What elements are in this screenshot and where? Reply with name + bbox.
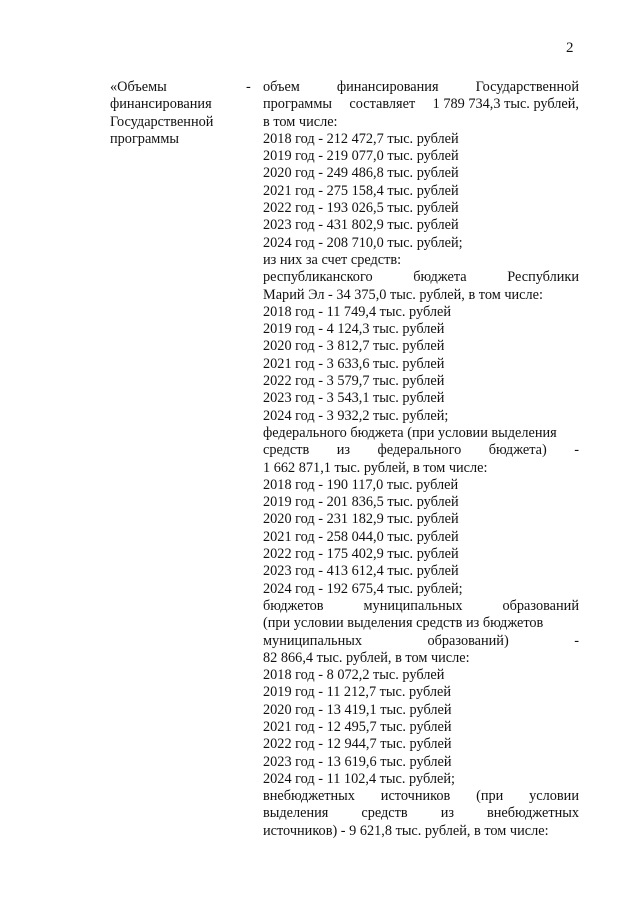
word: образований) xyxy=(427,632,509,649)
year-line: 2021 год - 3 633,6 тыс. рублей xyxy=(263,355,445,372)
text-line: из них за счет средств: xyxy=(263,251,402,268)
text-line xyxy=(263,788,579,805)
word: составляет xyxy=(349,96,416,113)
word: федерального xyxy=(377,442,462,459)
text-line: в том числе: xyxy=(263,113,338,130)
label-line: Государственной xyxy=(110,113,214,130)
year-line: 2018 год - 212 472,7 тыс. рублей xyxy=(263,130,459,147)
word: из xyxy=(440,805,454,822)
text-line xyxy=(263,96,579,113)
word: источников xyxy=(380,788,451,805)
word: республиканского xyxy=(263,269,373,286)
year-line: 2020 год - 3 812,7 тыс. рублей xyxy=(263,338,445,355)
text-line xyxy=(263,442,579,459)
label-dash: - xyxy=(246,79,251,95)
word: Государственной xyxy=(475,79,579,95)
year-line: 2021 год - 258 044,0 тыс. рублей xyxy=(263,528,459,545)
word: условии xyxy=(529,788,579,805)
word: муниципальных xyxy=(263,632,362,649)
year-line: 2019 год - 4 124,3 тыс. рублей xyxy=(263,321,445,338)
word: финансирования xyxy=(336,79,439,95)
year-line: 2020 год - 231 182,9 тыс. рублей xyxy=(263,511,459,528)
word: бюджета) xyxy=(488,442,547,459)
word: бюджета xyxy=(413,269,467,286)
word: (при xyxy=(476,788,504,805)
word: 1 789 734,3 тыс. рублей, xyxy=(432,96,579,113)
word: бюджетов xyxy=(263,597,324,614)
year-line: 2022 год - 193 026,5 тыс. рублей xyxy=(263,200,459,217)
text-line xyxy=(263,79,579,96)
year-line: 2018 год - 8 072,2 тыс. рублей xyxy=(263,667,445,684)
year-line: 2020 год - 13 419,1 тыс. рублей xyxy=(263,701,452,718)
word: объем xyxy=(263,79,300,95)
year-line: 2018 год - 11 749,4 тыс. рублей xyxy=(263,303,451,320)
text-line: 82 866,4 тыс. рублей, в том числе: xyxy=(263,649,470,666)
text-line: федерального бюджета (при условии выделения xyxy=(263,424,557,441)
text-line xyxy=(263,805,579,822)
word: выделения xyxy=(263,805,329,822)
word: из xyxy=(336,442,351,459)
year-line: 2018 год - 190 117,0 тыс. рублей xyxy=(263,476,459,493)
word: муниципальных xyxy=(363,597,463,614)
year-line: 2024 год - 208 710,0 тыс. рублей; xyxy=(263,234,463,251)
year-line: 2022 год - 175 402,9 тыс. рублей xyxy=(263,546,459,563)
word: средств xyxy=(361,805,408,822)
word: образований xyxy=(502,597,579,614)
word: средств xyxy=(263,442,310,459)
year-line: 2020 год - 249 486,8 тыс. рублей xyxy=(263,165,459,182)
text-line xyxy=(263,598,579,615)
year-line: 2021 год - 275 158,4 тыс. рублей xyxy=(263,182,459,199)
year-line: 2023 год - 431 802,9 тыс. рублей xyxy=(263,217,459,234)
year-line: 2022 год - 3 579,7 тыс. рублей xyxy=(263,373,445,390)
text-line xyxy=(263,633,579,650)
year-line: 2022 год - 12 944,7 тыс. рублей xyxy=(263,736,452,753)
word: Республики xyxy=(507,269,579,286)
label-line: «Объемы xyxy=(110,79,167,95)
year-line: 2023 год - 413 612,4 тыс. рублей xyxy=(263,563,459,580)
financing-text xyxy=(263,79,579,840)
year-line: 2019 год - 11 212,7 тыс. рублей xyxy=(263,684,451,701)
year-line: 2023 год - 13 619,6 тыс. рублей xyxy=(263,753,452,770)
text-line: 1 662 871,1 тыс. рублей, в том числе: xyxy=(263,459,488,476)
text-line: Марий Эл - 34 375,0 тыс. рублей, в том числе: xyxy=(263,286,543,303)
label-line: программы xyxy=(110,130,180,147)
section-label xyxy=(110,79,250,148)
word: внебюджетных xyxy=(487,805,579,822)
year-line: 2019 год - 219 077,0 тыс. рублей xyxy=(263,148,459,165)
year-line: 2019 год - 201 836,5 тыс. рублей xyxy=(263,494,459,511)
text-line xyxy=(263,269,579,286)
year-line: 2023 год - 3 543,1 тыс. рублей xyxy=(263,390,445,407)
year-line: 2024 год - 11 102,4 тыс. рублей; xyxy=(263,770,455,787)
text-line: (при условии выделения средств из бюджетов xyxy=(263,615,544,632)
label-line: финансирования xyxy=(110,96,212,113)
year-line: 2021 год - 12 495,7 тыс. рублей xyxy=(263,718,452,735)
year-line: 2024 год - 192 675,4 тыс. рублей; xyxy=(263,580,463,597)
word: - xyxy=(574,632,579,649)
word: - xyxy=(574,442,579,459)
word: внебюджетных xyxy=(263,788,355,805)
word: программы xyxy=(263,96,333,113)
page-number: 2 xyxy=(566,40,574,56)
text-line: источников) - 9 621,8 тыс. рублей, в том числе: xyxy=(263,822,549,839)
year-line: 2024 год - 3 932,2 тыс. рублей; xyxy=(263,407,449,424)
